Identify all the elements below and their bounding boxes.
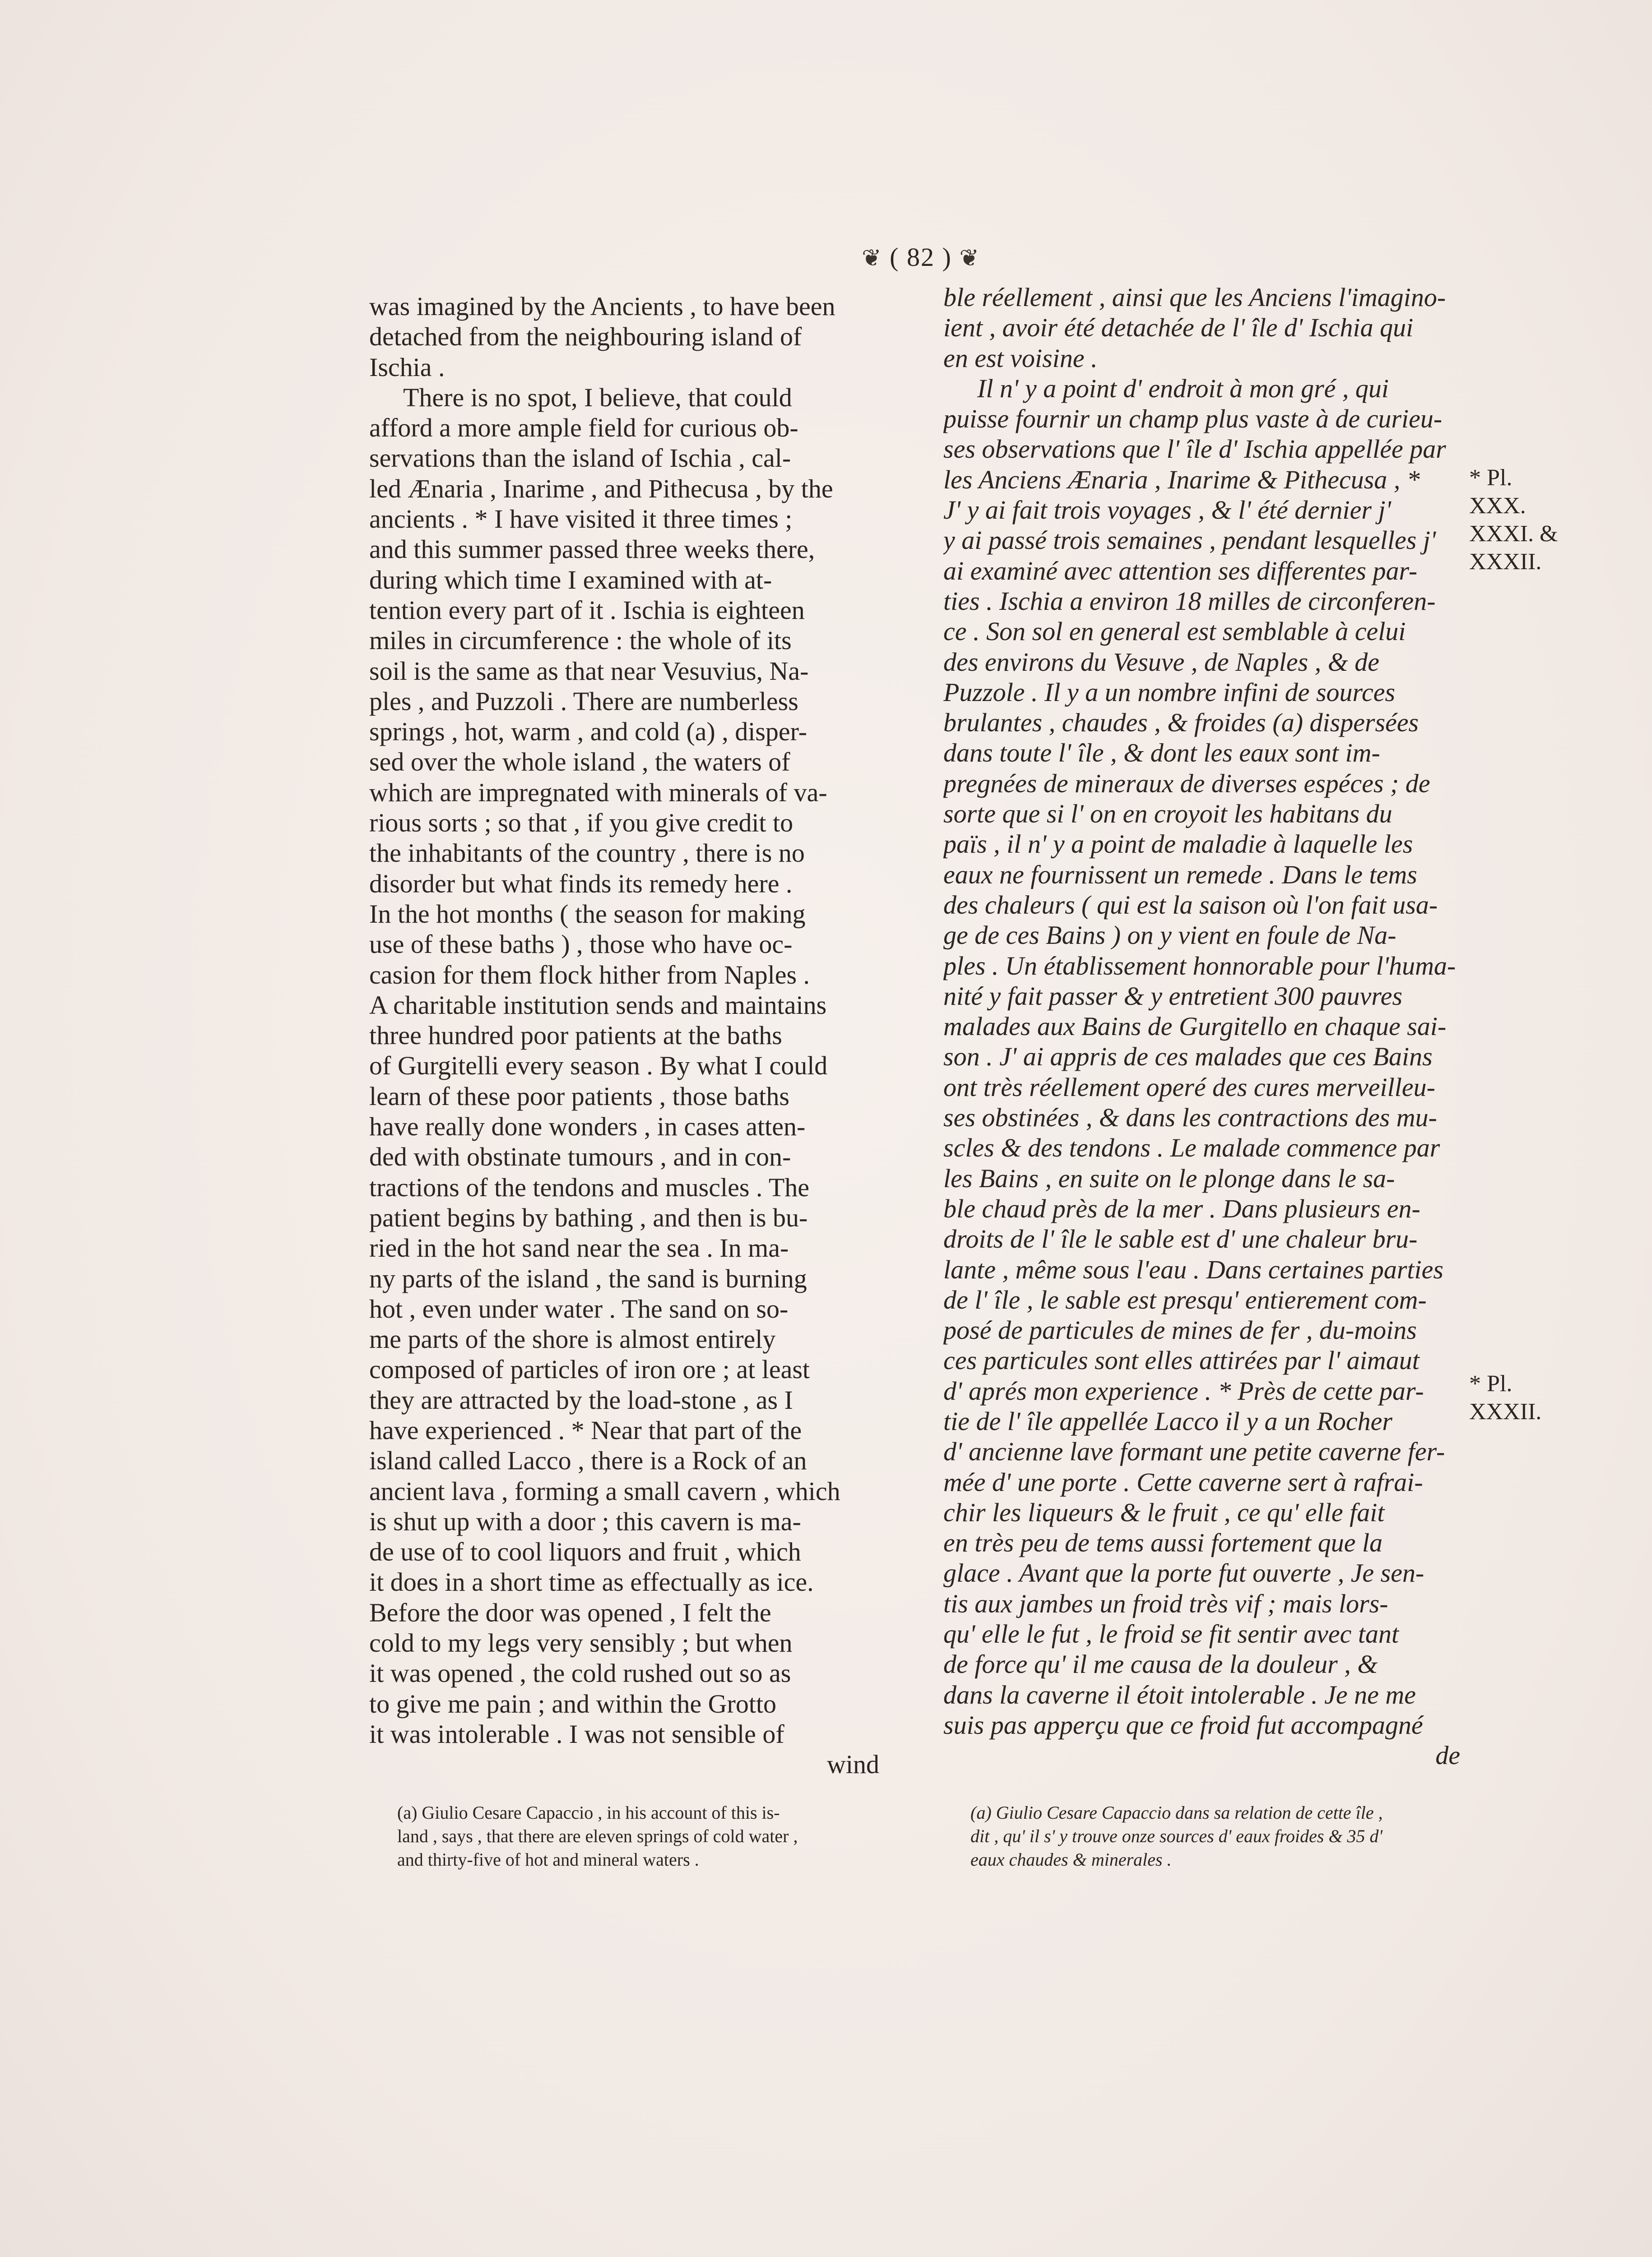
english-text-line: wind [827,1750,879,1779]
english-text-line: de use of to cool liquors and fruit , which [369,1537,801,1567]
english-text-line: In the hot months ( the season for making [369,899,806,929]
english-text-line: detached from the neighbouring island of [369,322,802,352]
english-text-line: ancients . * I have visited it three times ; [369,504,793,534]
french-text-line: droits de l' île le sable est d' une chaleur bru- [943,1224,1418,1254]
english-text-line: use of these baths ) , those who have oc- [369,929,793,959]
french-text-line: de [1435,1741,1460,1770]
french-text-line: posé de particules de mines de fer , du-moins [943,1315,1417,1345]
french-text-line: les Anciens Ænaria , Inarime & Pithecusa , * [943,464,1420,494]
margin-note-plates-30-32: * Pl. XXX. XXXI. & XXXII. [1469,465,1558,575]
english-text-line: island called Lacco , there is a Rock of an [369,1446,807,1476]
french-text-line: ient , avoir été detachée de l' île d' Ischia qui [943,313,1414,343]
english-text-line: to give me pain ; and within the Grotto [369,1689,777,1718]
french-footnote-line: (a) Giulio Cesare Capaccio dans sa relation de cette île , [970,1802,1383,1823]
french-footnote-line: dit , qu' il s' y trouve onze sources d' eaux froides & 35 d' [970,1826,1383,1846]
english-text-line: miles in circumference : the whole of its [369,626,792,655]
french-text-line: malades aux Bains de Gurgitello en chaque sai- [943,1012,1447,1041]
english-footnote-line: and thirty-five of hot and mineral waters . [397,1849,699,1870]
french-text-line: qu' elle le fut , le froid se fit sentir avec tant [943,1619,1399,1649]
ornament-right-icon: ❦ [959,246,980,271]
french-text-line: païs , il n' y a point de maladie à laquelle les [943,829,1413,859]
english-text-line: ny parts of the island , the sand is burning [369,1263,807,1293]
french-text-line: dans toute l' île , & dont les eaux sont im- [943,738,1380,768]
english-text-line: ried in the hot sand near the sea . In ma- [369,1233,789,1263]
english-text-line: Before the door was opened , I felt the [369,1598,771,1627]
french-text-line: tie de l' île appellée Lacco il y a un Rocher [943,1406,1392,1436]
english-text-line: tention every part of it . Ischia is eighteen [369,595,805,625]
french-text-line: tis aux jambes un froid très vif ; mais lors- [943,1588,1388,1618]
french-footnote [970,1801,1458,1872]
french-text-line: ble chaud près de la mer . Dans plusieurs en- [943,1194,1420,1223]
french-text-line: pregnées de mineraux de diverses espéces ; de [943,768,1430,798]
french-text-line: ses obstinées , & dans les contractions des mu- [943,1103,1437,1133]
french-text-line: des environs du Vesuve , de Naples , & de [943,647,1379,677]
english-text-line: was imagined by the Ancients , to have been [369,292,835,321]
english-text-line: soil is the same as that near Vesuvius, Na- [369,656,809,686]
french-text-line: son . J' ai appris de ces malades que ces Bains [943,1042,1433,1072]
english-text-line: composed of particles of iron ore ; at least [369,1355,810,1384]
french-text-line: glace . Avant que la porte fut ouverte , Je sen- [943,1558,1425,1588]
english-footnote [397,1801,876,1872]
french-text-line: lante , même sous l'eau . Dans certaines parties [943,1254,1443,1284]
english-text-line: ples , and Puzzoli . There are numberless [369,686,798,716]
english-text-line: and this summer passed three weeks there, [369,534,815,564]
english-text-line: learn of these poor patients , those baths [369,1081,789,1111]
french-text-line: de force qu' il me causa de la douleur , & [943,1649,1378,1679]
english-text-line: me parts of the shore is almost entirely [369,1324,776,1354]
french-text-line: ont très réellement operé des cures merveilleu- [943,1072,1435,1102]
french-text-line: Puzzole . Il y a un nombre infini de sources [943,677,1395,707]
english-text-line: servations than the island of Ischia , cal- [369,443,791,473]
french-text-line: ai examiné avec attention ses differentes par- [943,556,1418,585]
french-text-line: des chaleurs ( qui est la saison où l'on fait usa- [943,890,1438,920]
english-text-line: the inhabitants of the country , there is no [369,838,805,868]
english-text-line: A charitable institution sends and maintains [369,990,827,1020]
french-text-line: eaux ne fournissent un remede . Dans le tems [943,859,1417,889]
english-footnote-line: (a) Giulio Cesare Capaccio , in his account of this is- [397,1802,780,1823]
english-text-line: afford a more ample field for curious ob- [369,413,798,443]
english-text-line: Ischia . [369,352,445,382]
french-text-line: y ai passé trois semaines , pendant lesquelles j' [943,525,1436,555]
french-text-line: d' ancienne lave formant une petite caverne fer- [943,1437,1445,1467]
french-text-line: dans la caverne il étoit intolerable . Je ne me [943,1680,1416,1709]
english-text-line: There is no spot, I believe, that could [403,382,792,412]
english-text-line: led Ænaria , Inarime , and Pithecusa , by the [369,474,833,503]
english-text-line: disorder but what finds its remedy here . [369,868,793,898]
english-text-line: have experienced . * Near that part of the [369,1415,802,1445]
french-text-line: scles & des tendons . Le malade commence par [943,1133,1440,1163]
english-text-line: springs , hot, warm , and cold (a) , disper- [369,717,807,747]
english-text-line: hot , even under water . The sand on so- [369,1294,789,1324]
page-header [812,237,1029,278]
english-text-column [369,291,879,1780]
french-text-line: ce . Son sol en general est semblable à celui [943,617,1406,646]
ornament-left-icon: ❦ [862,246,882,271]
french-text-line: Il n' y a point d' endroit à mon gré , qui [977,373,1389,403]
french-text-line: brulantes , chaudes , & froides (a) dispersées [943,708,1419,738]
french-text-line: nité y fait passer & y entretient 300 pauvres [943,981,1402,1011]
page-number: ( 82 ) [890,242,952,272]
english-text-line: casion for them flock hither from Naples . [369,960,810,989]
french-text-column [943,282,1460,1771]
english-text-line: ancient lava , forming a small cavern , which [369,1476,840,1506]
french-text-line: ses observations que l' île d' Ischia appellée par [943,434,1446,464]
french-text-line: J' y ai fait trois voyages , & l' été dernier j' [943,495,1391,525]
french-text-line: les Bains , en suite on le plonge dans le sa- [943,1163,1395,1193]
french-text-line: ble réellement , ainsi que les Anciens l'imagino- [943,283,1446,312]
french-text-line: suis pas apperçu que ce froid fut accompagné [943,1710,1423,1740]
english-text-line: cold to my legs very sensibly ; but when [369,1628,793,1658]
english-text-line: it does in a short time as effectually as ice. [369,1567,814,1597]
french-text-line: de l' île , le sable est presqu' entierement com- [943,1285,1427,1314]
french-text-line: ples . Un établissement honnorable pour l'huma- [943,951,1456,980]
french-text-line: d' aprés mon experience . * Près de cette par- [943,1376,1424,1406]
english-text-line: it was opened , the cold rushed out so as [369,1658,791,1688]
margin-note-plate-32: * Pl. XXXII. [1469,1371,1542,1425]
english-text-line: rious sorts ; so that , if you give credit to [369,808,794,838]
english-text-line: three hundred poor patients at the baths [369,1021,782,1050]
english-text-line: have really done wonders , in cases atten- [369,1112,806,1142]
english-text-line: patient begins by bathing , and then is bu- [369,1203,808,1232]
english-footnote-line: land , says , that there are eleven springs of cold water , [397,1826,798,1846]
french-text-line: sorte que si l' on en croyoit les habitans du [943,799,1392,829]
french-text-line: ties . Ischia a environ 18 milles de circonferen- [943,586,1436,616]
french-text-line: chir les liqueurs & le fruit , ce qu' elle fait [943,1497,1385,1527]
french-footnote-line: eaux chaudes & minerales . [970,1849,1172,1870]
english-text-line: is shut up with a door ; this cavern is ma- [369,1506,801,1536]
french-text-line: ge de ces Bains ) on y vient en foule de Na- [943,920,1397,950]
english-text-line: sed over the whole island , the waters of [369,747,790,777]
english-text-line: during which time I examined with at- [369,565,772,594]
english-text-line: which are impregnated with minerals of va- [369,777,827,807]
english-text-line: of Gurgitelli every season . By what I could [369,1051,828,1081]
english-text-line: ded with obstinate tumours , and in con- [369,1142,791,1172]
french-text-line: puisse fournir un champ plus vaste à de curieu- [943,404,1443,434]
english-text-line: it was intolerable . I was not sensible of [369,1719,784,1749]
french-text-line: en est voisine . [943,343,1098,373]
french-text-line: ces particules sont elles attirées par l' aimaut [943,1346,1420,1375]
french-text-line: mée d' une porte . Cette caverne sert à rafrai- [943,1467,1423,1497]
english-text-line: they are attracted by the load-stone , as I [369,1385,793,1415]
french-text-line: en très peu de tems aussi fortement que la [943,1528,1383,1558]
english-text-line: tractions of the tendons and muscles . The [369,1172,810,1202]
